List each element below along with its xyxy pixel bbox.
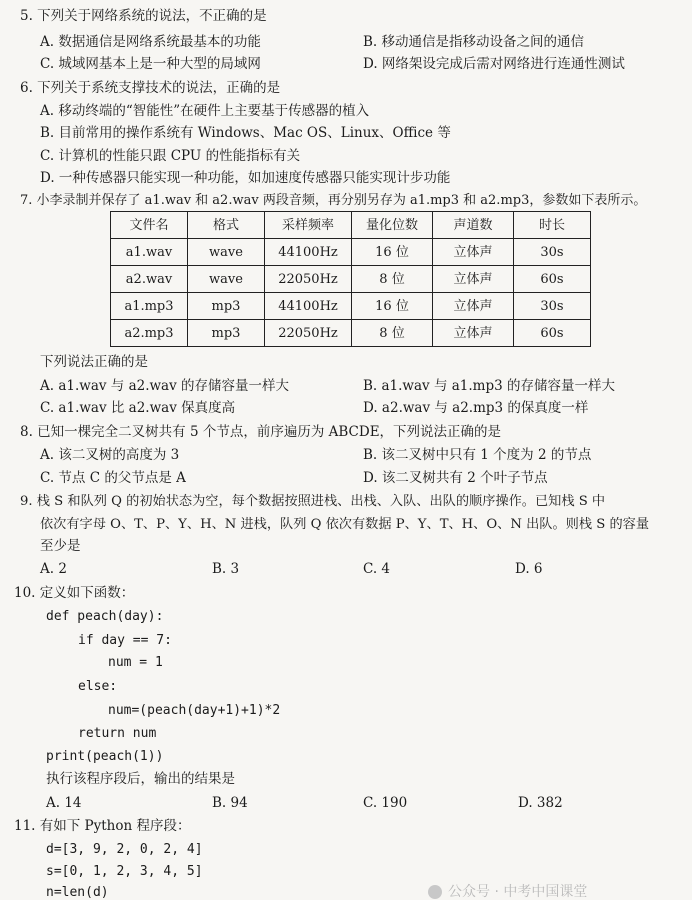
table-cell: wave (188, 239, 265, 266)
q7-prompt: 下列说法正确的是 (40, 354, 148, 370)
code-line: n=len(d) (46, 885, 109, 900)
audio-parameter-table (110, 211, 591, 347)
q5-option-a: A. 数据通信是网络系统最基本的功能 (40, 34, 261, 50)
q7-stem: 7. 小李录制并保存了 a1.wav 和 a2.wav 两段音频，再分别另存为 a1.mp3 和 a2.mp3，参数如下表所示。 (20, 193, 647, 208)
q6-option-a: A. 移动终端的“智能性”在硬件上主要基于传感器的植入 (40, 103, 370, 119)
q9-stem-line-3: 至少是 (40, 538, 81, 554)
table-cell: 立体声 (433, 293, 514, 320)
code-line: num = 1 (108, 655, 163, 670)
table-cell: 立体声 (433, 239, 514, 266)
q10-option-d: D. 382 (518, 795, 563, 811)
q6-option-c: C. 计算机的性能只跟 CPU 的性能指标有关 (40, 148, 301, 164)
q9-option-d: D. 6 (515, 561, 543, 577)
table-cell: 22050Hz (265, 266, 352, 293)
q9-stem-line-2: 依次有字母 O、T、P、Y、H、N 进栈，队列 Q 依次有数据 P、Y、T、H、O、N 出队。则栈 S 的容量 (40, 517, 650, 532)
table-cell: 44100Hz (265, 239, 352, 266)
code-line: d=[3, 9, 2, 0, 2, 4] (46, 842, 203, 857)
q6-option-b: B. 目前常用的操作系统有 Windows、Mac OS、Linux、Office 等 (40, 125, 451, 141)
q11-stem: 11. 有如下 Python 程序段： (14, 818, 191, 834)
q6-stem: 6. 下列关于系统支撑技术的说法，正确的是 (20, 80, 281, 96)
table-cell: 44100Hz (265, 293, 352, 320)
q5-option-c: C. 城域网基本上是一种大型的局域网 (40, 56, 261, 72)
table-header-cell: 量化位数 (352, 212, 433, 239)
table-header-cell: 采样频率 (265, 212, 352, 239)
q7-option-c: C. a1.wav 比 a2.wav 保真度高 (40, 400, 236, 416)
q7-option-b: B. a1.wav 与 a1.mp3 的存储容量一样大 (363, 378, 615, 394)
code-line: return num (78, 726, 157, 741)
table-row (111, 293, 591, 320)
table-cell: 60s (514, 320, 591, 347)
q7-option-d: D. a2.wav 与 a2.mp3 的保真度一样 (363, 400, 589, 416)
q5-option-d: D. 网络架设完成后需对网络进行连通性测试 (363, 56, 625, 72)
table-row (111, 266, 591, 293)
table-cell: 8 位 (352, 320, 433, 347)
table-cell: 立体声 (433, 266, 514, 293)
table-cell: mp3 (188, 320, 265, 347)
table-cell: 立体声 (433, 320, 514, 347)
q8-option-a: A. 该二叉树的高度为 3 (40, 447, 180, 463)
q9-option-a: A. 2 (40, 561, 67, 577)
table-cell: 30s (514, 239, 591, 266)
q9-option-c: C. 4 (363, 561, 391, 577)
q8-stem: 8. 已知一棵完全二叉树共有 5 个节点，前序遍历为 ABCDE，下列说法正确的是 (20, 424, 502, 440)
table-header-row (111, 212, 591, 239)
wechat-icon (428, 885, 442, 899)
table-cell: wave (188, 266, 265, 293)
table-header-cell: 文件名 (111, 212, 188, 239)
code-line: if day == 7: (78, 633, 172, 648)
code-line: else: (78, 679, 118, 694)
code-line: s=[0, 1, 2, 3, 4, 5] (46, 864, 203, 879)
code-line: def peach(day): (46, 609, 164, 624)
table-header-cell: 声道数 (433, 212, 514, 239)
table-cell: a1.mp3 (111, 293, 188, 320)
q8-option-b: B. 该二叉树中只有 1 个度为 2 的节点 (363, 447, 592, 463)
q10-prompt: 执行该程序段后，输出的结果是 (46, 771, 235, 787)
table-cell: 30s (514, 293, 591, 320)
table-cell: 60s (514, 266, 591, 293)
watermark (428, 885, 587, 899)
table-cell: 22050Hz (265, 320, 352, 347)
q9-stem-line-1: 9. 栈 S 和队列 Q 的初始状态为空，每个数据按照进栈、出栈、入队、出队的顺序操作。已知栈 S 中 (20, 494, 606, 509)
code-line: print(peach(1)) (46, 749, 164, 764)
q10-option-a: A. 14 (46, 795, 82, 811)
table-cell: a2.mp3 (111, 320, 188, 347)
q10-stem: 10. 定义如下函数： (14, 585, 135, 601)
table-row (111, 239, 591, 266)
q10-option-b: B. 94 (212, 795, 248, 811)
table-header-cell: 时长 (514, 212, 591, 239)
table-header-cell: 格式 (188, 212, 265, 239)
q10-option-c: C. 190 (363, 795, 408, 811)
q5-stem: 5. 下列关于网络系统的说法，不正确的是 (20, 8, 267, 24)
q7-option-a: A. a1.wav 与 a2.wav 的存储容量一样大 (40, 378, 290, 394)
q8-option-c: C. 节点 C 的父节点是 A (40, 470, 186, 486)
q9-option-b: B. 3 (212, 561, 240, 577)
table-cell: mp3 (188, 293, 265, 320)
watermark-text: 公众号 · 中考中国课堂 (448, 884, 588, 900)
q6-option-d: D. 一种传感器只能实现一种功能，如加速度传感器只能实现计步功能 (40, 170, 451, 186)
table-cell: a1.wav (111, 239, 188, 266)
q5-option-b: B. 移动通信是指移动设备之间的通信 (363, 34, 585, 50)
q8-option-d: D. 该二叉树共有 2 个叶子节点 (363, 470, 548, 486)
table-cell: a2.wav (111, 266, 188, 293)
table-cell: 16 位 (352, 239, 433, 266)
table-row (111, 320, 591, 347)
code-line: num=(peach(day+1)+1)*2 (108, 703, 281, 718)
table-cell: 16 位 (352, 293, 433, 320)
table-cell: 8 位 (352, 266, 433, 293)
